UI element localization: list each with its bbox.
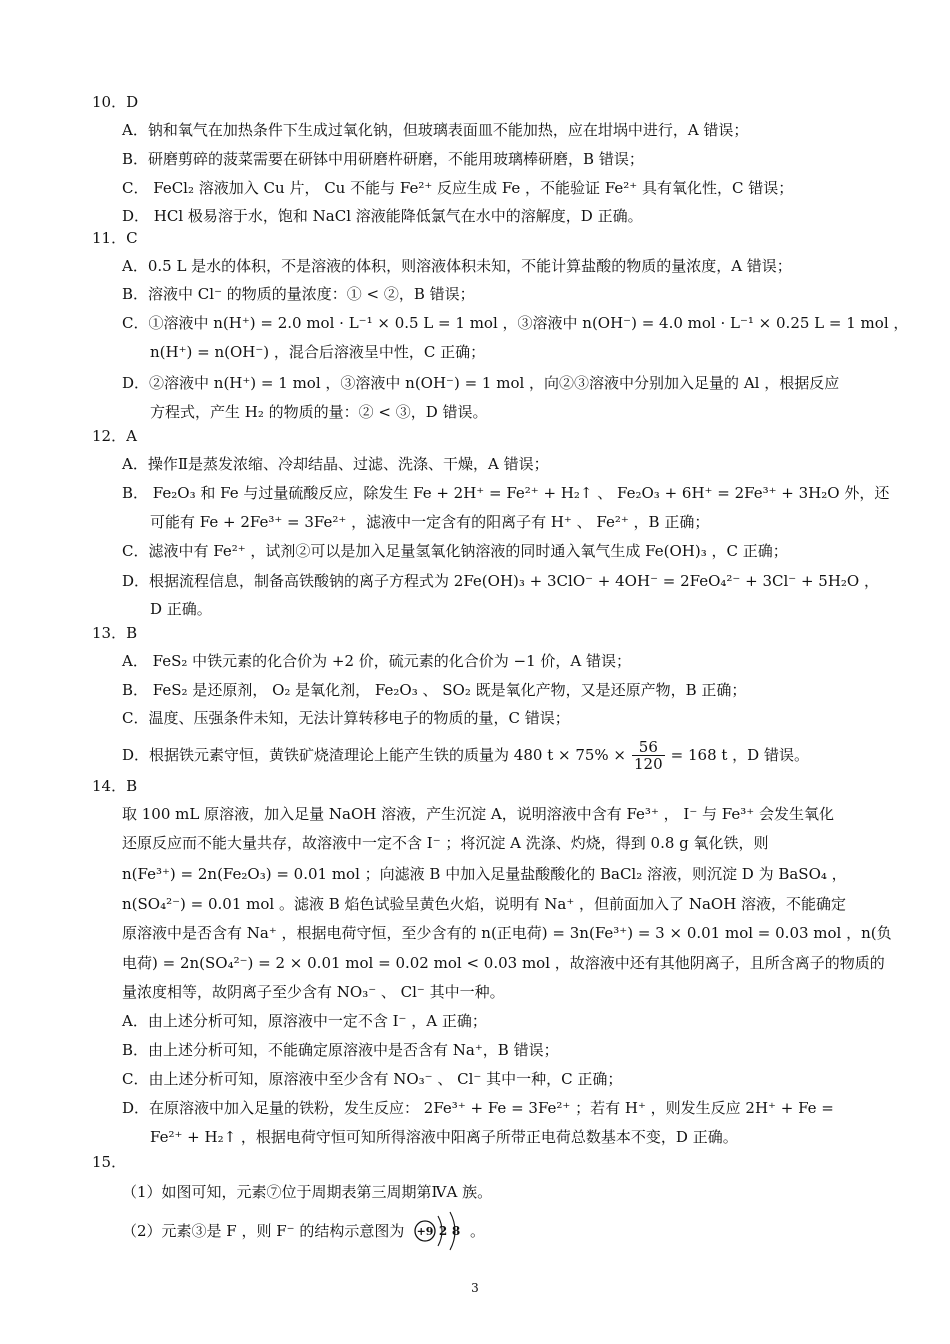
- q14-analysis-line2: 还原反应而不能大量共存，故溶液中一定不含 I⁻ ；将沉淀 A 洗涤、灼烧，得到 0.8 g 氧化铁，则: [122, 834, 769, 852]
- q14-option-b: B．由上述分析可知，不能确定原溶液中是否含有 Na⁺，B 错误；: [122, 1041, 559, 1059]
- shell1-electrons: 2: [438, 1224, 448, 1238]
- shell2-electrons: 8: [451, 1224, 461, 1238]
- q13-option-b: B． FeS₂ 是还原剂， O₂ 是氧化剂， Fe₂O₃ 、 SO₂ 既是氧化产物，又是还原产物，B 正确；: [122, 681, 747, 699]
- q13-option-d: [122, 738, 809, 771]
- fraction-numerator: 56: [638, 738, 658, 756]
- ion-diagram-svg: [412, 1209, 472, 1253]
- q12-option-a: A．操作Ⅱ是蒸发浓缩、冷却结晶、过滤、洗涤、干燥，A 错误；: [122, 455, 549, 473]
- q15-part2-end: 。: [470, 1222, 486, 1240]
- q14-analysis-line1: 取 100 mL 原溶液，加入足量 NaOH 溶液，产生沉淀 A，说明溶液中含有 Fe³⁺ ， I⁻ 与 Fe³⁺ 会发生氧化: [122, 805, 834, 823]
- q13-answer-head: 13．B: [92, 624, 138, 642]
- q11-answer-head: 11．C: [92, 229, 138, 247]
- q10-option-a: A．钠和氧气在加热条件下生成过氧化钠，但玻璃表面皿不能加热，应在坩埚中进行，A 错误；: [122, 121, 749, 139]
- q14-analysis-line4: n(SO₄²⁻) = 0.01 mol 。滤液 B 焰色试验呈黄色火焰，说明有 Na⁺ ，但前面加入了 NaOH 溶液，不能确定: [122, 895, 847, 913]
- fluoride-ion-structure-diagram: [412, 1209, 472, 1253]
- q11-option-d-line2: 方程式，产生 H₂ 的物质的量：② < ③，D 错误。: [150, 403, 488, 421]
- q13-option-d-prefix: D．根据铁元素守恒，黄铁矿烧渣理论上能产生铁的质量为 480 t × 75% ×: [122, 745, 627, 764]
- q10-answer-head: 10．D: [92, 93, 139, 111]
- q10-option-d: D． HCl 极易溶于水，饱和 NaCl 溶液能降低氯气在水中的溶解度，D 正确。: [122, 207, 643, 225]
- q14-analysis-line7: 量浓度相等，故阴离子至少含有 NO₃⁻ 、 Cl⁻ 其中一种。: [122, 983, 505, 1001]
- q12-answer-head: 12．A: [92, 427, 137, 445]
- nucleus-charge: +9: [416, 1225, 434, 1238]
- q15-part2: （2）元素③是 F ，则 F⁻ 的结构示意图为: [122, 1222, 405, 1240]
- q13-option-c: C．温度、压强条件未知，无法计算转移电子的物质的量，C 错误；: [122, 709, 570, 727]
- q15-answer-head: 15．: [92, 1153, 127, 1171]
- q12-option-d-line1: D．根据流程信息，制备高铁酸钠的离子方程式为 2Fe(OH)₃ + 3ClO⁻ + 4OH⁻ = 2FeO₄²⁻ + 3Cl⁻ + 5H₂O ，: [122, 572, 879, 590]
- q14-analysis-line3: n(Fe³⁺) = 2n(Fe₂O₃) = 0.01 mol ；向滤液 B 中加入足量盐酸酸化的 BaCl₂ 溶液，则沉淀 D 为 BaSO₄ ，: [122, 865, 847, 883]
- q14-analysis-line5: 原溶液中是否含有 Na⁺ ，根据电荷守恒，至少含有的 n(正电荷) = 3n(Fe³⁺) = 3 × 0.01 mol = 0.03 mol ，n(负: [122, 924, 892, 942]
- q10-option-b: B．研磨剪碎的菠菜需要在研钵中用研磨杵研磨，不能用玻璃棒研磨，B 错误；: [122, 150, 644, 168]
- q12-option-b-line1: B． Fe₂O₃ 和 Fe 与过量硫酸反应，除发生 Fe + 2H⁺ = Fe²⁺ + H₂↑ 、 Fe₂O₃ + 6H⁺ = 2Fe³⁺ + 3H₂O 外，还: [122, 484, 890, 502]
- q12-option-c: C．滤液中有 Fe²⁺ ，试剂②可以是加入足量氢氧化钠溶液的同时通入氧气生成 Fe(OH)₃ ，C 正确；: [122, 542, 788, 560]
- mass-fraction: [632, 739, 665, 772]
- fraction-denominator: 120: [634, 755, 663, 773]
- q10-option-c: C． FeCl₂ 溶液加入 Cu 片， Cu 不能与 Fe²⁺ 反应生成 Fe ，不能验证 Fe²⁺ 具有氧化性，C 错误；: [122, 179, 794, 197]
- q14-option-c: C．由上述分析可知，原溶液中至少含有 NO₃⁻ 、 Cl⁻ 其中一种，C 正确；: [122, 1070, 623, 1088]
- q15-part1: （1）如图可知，元素⑦位于周期表第三周期第ⅣA 族。: [122, 1183, 493, 1201]
- q12-option-b-line2: 可能有 Fe + 2Fe³⁺ = 3Fe²⁺ ，滤液中一定含有的阳离子有 H⁺ 、 Fe²⁺ ，B 正确；: [150, 513, 710, 531]
- q12-option-d-line2: D 正确。: [150, 600, 212, 618]
- q14-option-a: A．由上述分析可知，原溶液中一定不含 I⁻ ，A 正确；: [122, 1012, 487, 1030]
- page-number: 3: [471, 1281, 479, 1295]
- q11-option-a: A．0.5 L 是水的体积，不是溶液的体积，则溶液体积未知，不能计算盐酸的物质的量浓度，A 错误；: [122, 257, 792, 275]
- q13-option-d-suffix: = 168 t ，D 错误。: [670, 745, 809, 764]
- q11-option-c-line2: n(H⁺) = n(OH⁻) ，混合后溶液呈中性，C 正确；: [150, 343, 486, 361]
- q13-option-a: A． FeS₂ 中铁元素的化合价为 +2 价，硫元素的化合价为 −1 价，A 错误；: [122, 652, 632, 670]
- q14-analysis-line6: 电荷) = 2n(SO₄²⁻) = 2 × 0.01 mol = 0.02 mol < 0.03 mol ，故溶液中还有其他阴离子，且所含离子的物质的: [122, 954, 885, 972]
- q14-answer-head: 14．B: [92, 777, 138, 795]
- q11-option-c-line1: C．①溶液中 n(H⁺) = 2.0 mol · L⁻¹ × 0.5 L = 1 mol ，③溶液中 n(OH⁻) = 4.0 mol · L⁻¹ × 0.25 L = 1 mol ，: [122, 314, 909, 332]
- q11-option-b: B．溶液中 Cl⁻ 的物质的量浓度：① < ②，B 错误；: [122, 285, 475, 303]
- q11-option-d-line1: D．②溶液中 n(H⁺) = 1 mol ，③溶液中 n(OH⁻) = 1 mol ，向②③溶液中分别加入足量的 Al ，根据反应: [122, 374, 840, 392]
- q14-option-d-line2: Fe²⁺ + H₂↑ ，根据电荷守恒可知所得溶液中阳离子所带正电荷总数基本不变，D 正确。: [150, 1128, 738, 1146]
- q14-option-d-line1: D．在原溶液中加入足量的铁粉，发生反应： 2Fe³⁺ + Fe = 3Fe²⁺ ；若有 H⁺ ，则发生反应 2H⁺ + Fe =: [122, 1099, 834, 1117]
